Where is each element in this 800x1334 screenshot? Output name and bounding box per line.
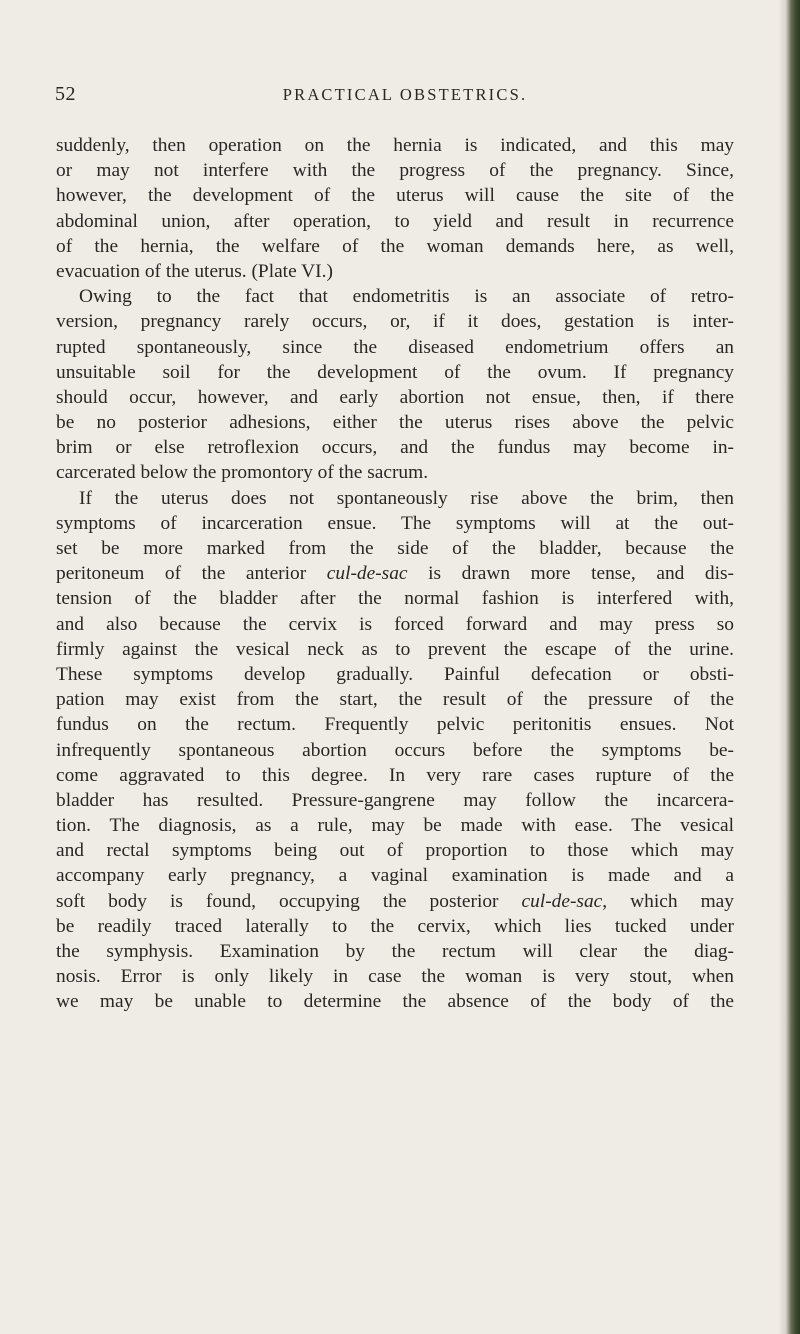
text-line: fundus on the rectum. Frequently pelvic peritonitis ensues. Not [56, 714, 734, 736]
text-line: Owing to the fact that endometritis is an associate of retro- [79, 286, 734, 308]
text-line: pation may exist from the start, the result of the pressure of the [56, 689, 734, 711]
text-line: rupted spontaneously, since the diseased endometrium offers an [56, 336, 734, 358]
text-segment: , which may [602, 890, 734, 912]
text-line: the symphysis. Examination by the rectum will clear the diag- [56, 941, 734, 962]
text-line: brim or else retroflexion occurs, and the fundus may become in- [56, 437, 734, 459]
text-line: abdominal union, after operation, to yield and result in recurrence [56, 210, 734, 232]
text-line-with-italic [56, 561, 734, 586]
text-line: bladder has resulted. Pressure-gangrene may follow the incarcera- [56, 789, 734, 811]
text-line: we may be unable to determine the absence of the body of the [56, 991, 734, 1013]
text-line: nosis. Error is only likely in case the woman is very stout, when [56, 966, 734, 988]
text-line: of the hernia, the welfare of the woman demands here, as well, [56, 235, 734, 257]
italic-term: cul-de-sac [521, 890, 603, 912]
text-segment: is drawn more tense, and dis- [407, 563, 734, 585]
text-line: should occur, however, and early abortion not ensue, then, if there [56, 386, 734, 408]
text-line: come aggravated to this degree. In very rare cases rupture of the [56, 764, 734, 786]
text-line: tension of the bladder after the normal fashion is interfered with, [56, 588, 734, 610]
text-line: suddenly, then operation on the hernia is indicated, and this may [56, 135, 734, 156]
text-line: set be more marked from the side of the bladder, because the [56, 538, 734, 559]
text-segment: soft body is found, occupying the posterior [56, 890, 522, 912]
italic-term: cul-de-sac [326, 563, 408, 585]
running-head [55, 83, 735, 109]
text-line: however, the development of the uterus will cause the site of the [56, 185, 734, 207]
text-line: infrequently spontaneous abortion occurs before the symptoms be- [56, 739, 734, 761]
text-line: and also because the cervix is forced forward and may press so [56, 613, 734, 635]
text-line: firmly against the vesical neck as to prevent the escape of the urine. [56, 638, 734, 660]
text-line: unsuitable soil for the development of the ovum. If pregnancy [56, 361, 734, 383]
text-line: be readily traced laterally to the cervix, which lies tucked under [56, 915, 734, 937]
text-line: symptoms of incarceration ensue. The symptoms will at the out- [56, 512, 734, 534]
text-line-with-italic [56, 889, 734, 914]
text-line: evacuation of the uterus. (Plate VI.) [56, 260, 333, 282]
text-line: be no posterior adhesions, either the uterus rises above the pelvic [56, 412, 734, 434]
text-line: tion. The diagnosis, as a rule, may be made with ease. The vesical [56, 815, 734, 837]
text-line: version, pregnancy rarely occurs, or, if it does, gestation is inter- [56, 311, 734, 333]
body-text [56, 133, 734, 1015]
binding-edge [778, 0, 800, 1334]
text-line: accompany early pregnancy, a vaginal examination is made and a [56, 865, 734, 887]
text-line: or may not interfere with the progress of the pregnancy. Since, [56, 160, 734, 182]
text-segment: peritoneum of the anterior [56, 563, 327, 585]
page-number: 52 [55, 83, 76, 105]
text-line: and rectal symptoms being out of proportion to those which may [56, 840, 734, 862]
text-line: carcerated below the promontory of the sacrum. [56, 462, 429, 484]
text-line: If the uterus does not spontaneously rise above the brim, then [79, 487, 734, 509]
running-head-title: PRACTICAL OBSTETRICS. [282, 85, 528, 104]
text-line: These symptoms develop gradually. Painful defecation or obsti- [56, 663, 734, 685]
